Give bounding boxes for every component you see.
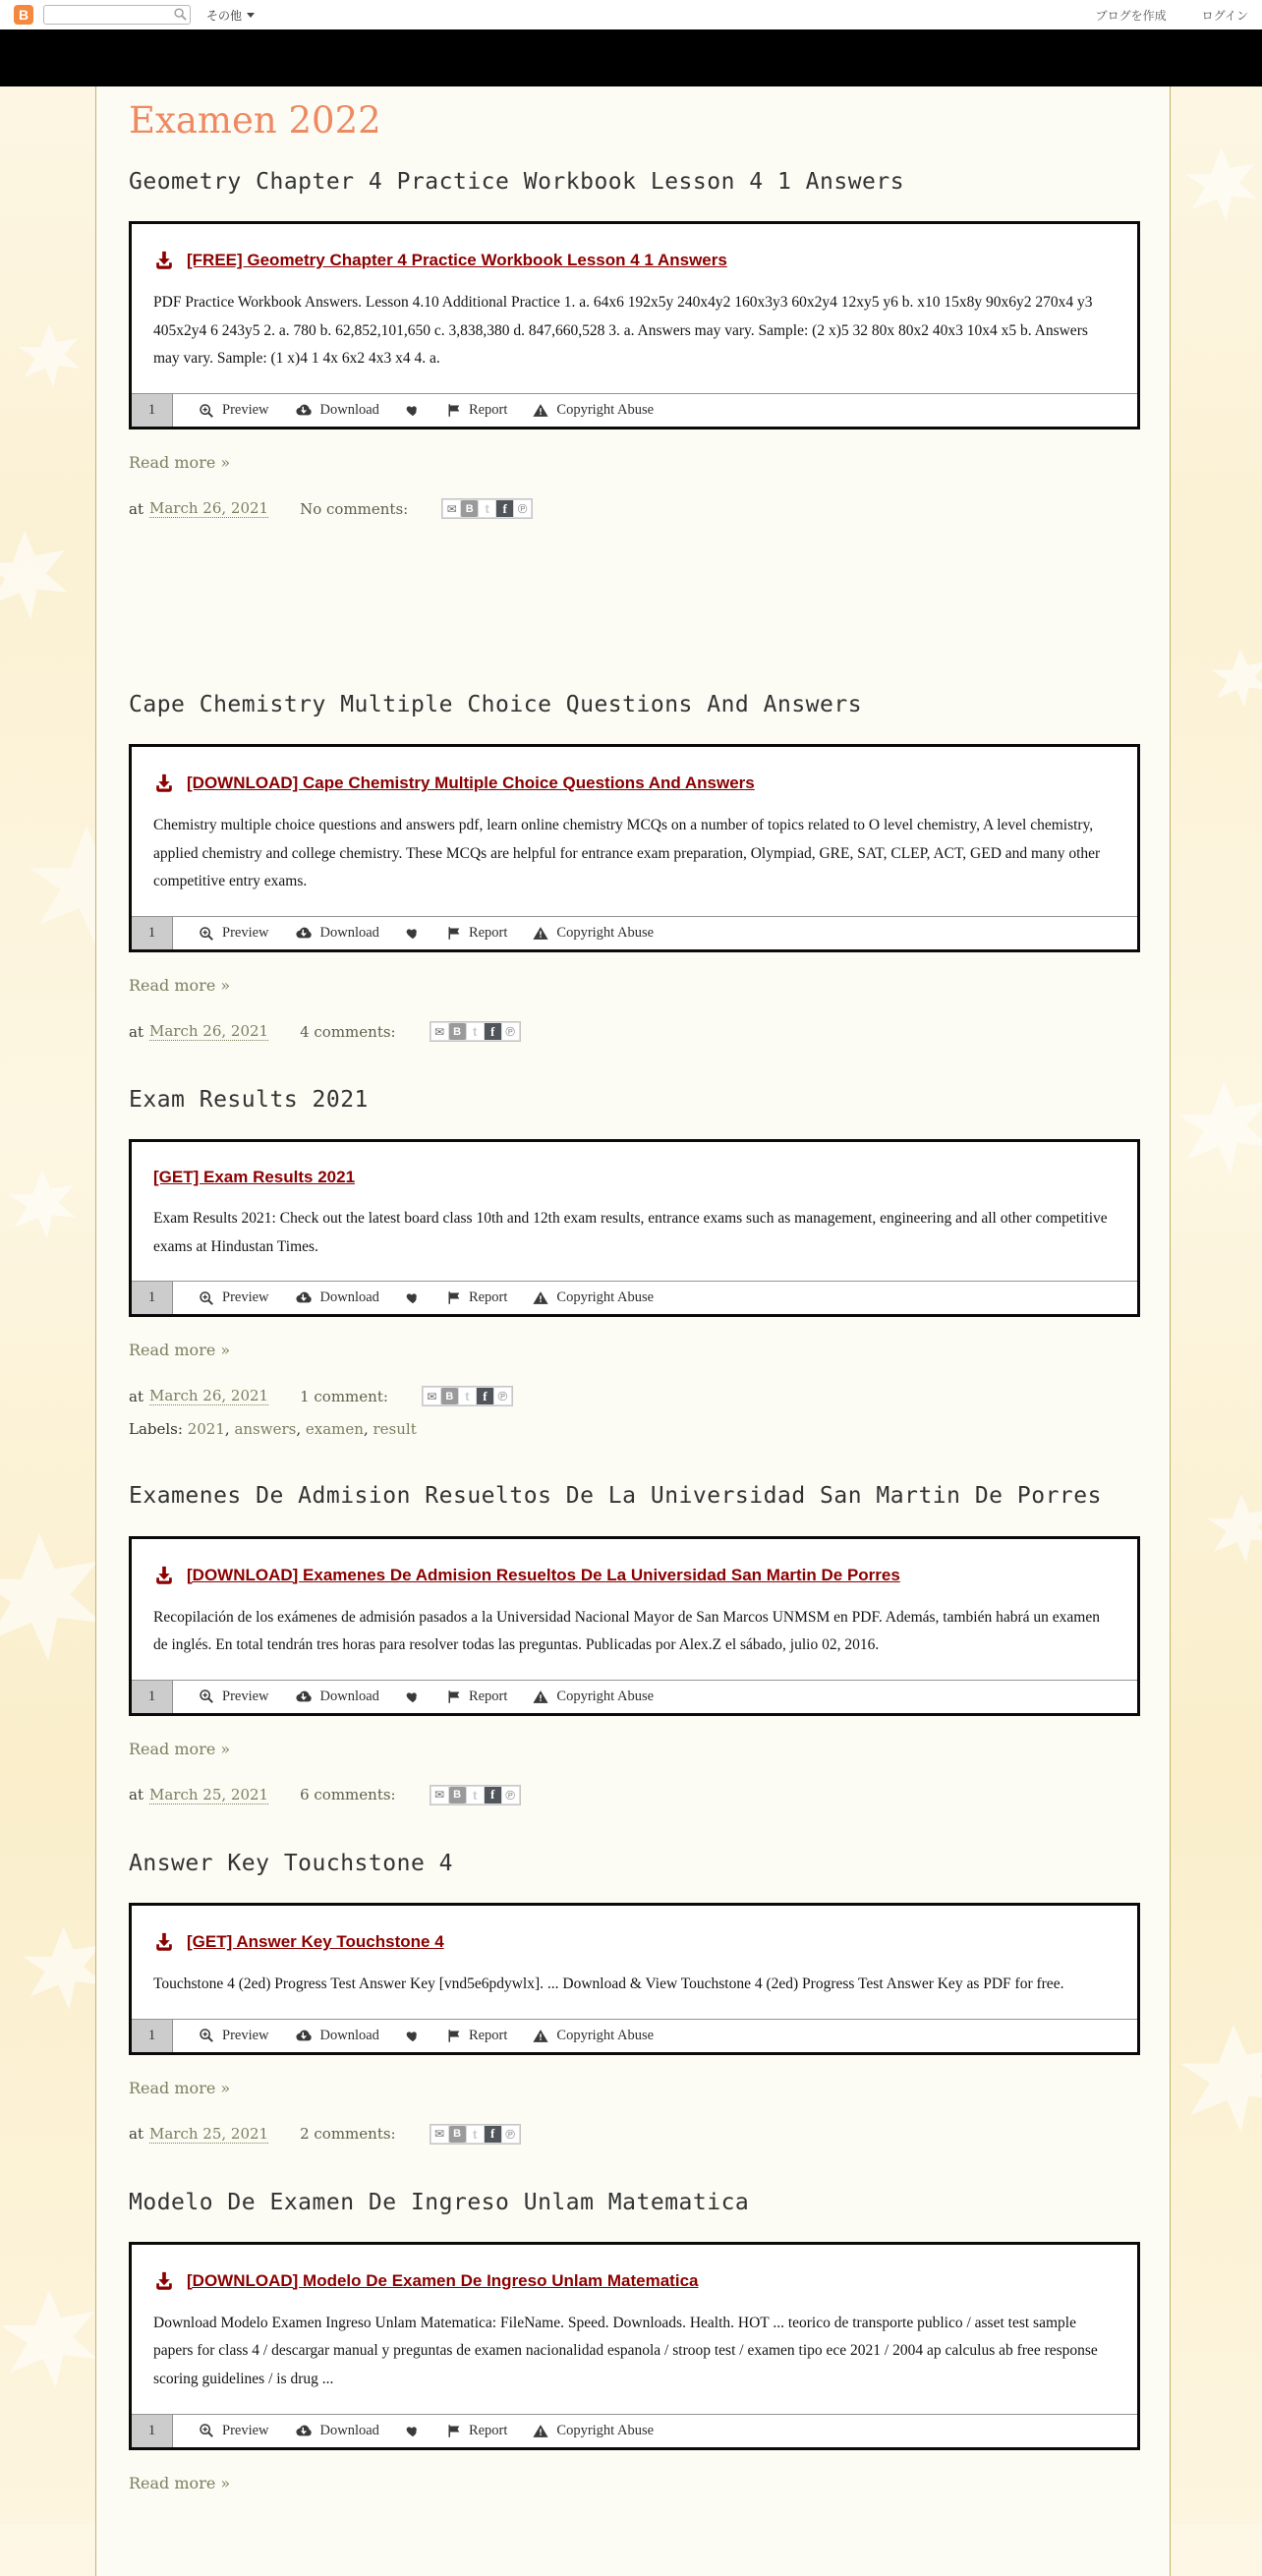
share-buttons <box>430 1785 521 1805</box>
preview-label: Preview <box>222 925 269 942</box>
favorite-button[interactable] <box>405 917 421 949</box>
post-date-link[interactable]: March 26, 2021 <box>148 1387 269 1405</box>
blogger-navbar <box>0 0 1262 29</box>
facebook-icon[interactable]: f <box>485 2126 501 2143</box>
report-label: Report <box>468 402 508 418</box>
blog-post <box>129 690 1140 1042</box>
download-widget <box>129 1139 1140 1317</box>
star-decoration <box>1207 1494 1262 1563</box>
blog-post <box>129 167 1140 519</box>
copyright-abuse-button[interactable] <box>533 2020 654 2052</box>
warning-icon <box>533 926 548 941</box>
widget-toolbar <box>132 916 1137 949</box>
download-label: Download <box>319 2422 379 2438</box>
widget-body <box>132 1142 1137 1281</box>
download-label: Download <box>319 1289 379 1306</box>
blog-title[interactable]: Examen 2022 <box>129 99 381 142</box>
widget-body <box>132 224 1137 393</box>
magnifier-plus-icon <box>199 926 214 942</box>
page-badge: 1 <box>132 1282 173 1314</box>
star-decoration <box>1211 649 1262 708</box>
flag-icon <box>446 2424 461 2438</box>
magnifier-plus-icon <box>199 1290 214 1306</box>
heart-icon <box>405 926 421 941</box>
posted-at-label: at <box>129 1387 143 1405</box>
post-title[interactable]: Answer Key Touchstone 4 <box>129 1850 453 1876</box>
copyright-abuse-button[interactable] <box>533 1282 654 1314</box>
warning-icon <box>533 1689 548 1704</box>
post-description: Download Modelo Examen Ingreso Unlam Matematica: FileName. Speed. Downloads. Health. HOT ... teorico de transporte publico / asset test sample papers for class 4 / descargar manual y preguntas de examen nacionalidad espanola / stroop test / examen tipo ece 2021 / 2004 ap calculus ab free response scoring guidelines / is drug ... <box>153 2314 1098 2387</box>
widget-body <box>132 1906 1137 2019</box>
star-decoration <box>0 531 69 619</box>
preview-button[interactable] <box>199 917 269 949</box>
navbar-search <box>43 5 191 25</box>
download-link-icon <box>153 250 175 271</box>
posted-at-label: at <box>129 1786 143 1804</box>
login-link[interactable]: ログイン <box>1201 8 1248 23</box>
download-link-icon <box>153 1931 175 1953</box>
blogger-icon[interactable]: B <box>461 500 478 517</box>
read-more-link[interactable]: Read more » <box>129 976 231 996</box>
email-icon[interactable]: ✉ <box>431 1787 448 1803</box>
report-button[interactable] <box>446 2020 507 2052</box>
twitter-icon[interactable]: t <box>467 1023 484 1040</box>
pinterest-icon[interactable]: ℗ <box>514 500 531 517</box>
copyright-abuse-label: Copyright Abuse <box>556 1289 655 1306</box>
download-button[interactable] <box>295 2415 379 2447</box>
post-title[interactable]: Examenes De Admision Resueltos De La Universidad San Martin De Porres <box>129 1483 1102 1510</box>
blog-post <box>129 1849 1140 2145</box>
heart-icon <box>405 2029 421 2043</box>
label-link[interactable]: examen <box>305 1420 364 1439</box>
comments-link[interactable]: 4 comments: <box>300 1022 396 1041</box>
favorite-button[interactable] <box>405 2415 421 2447</box>
email-icon[interactable]: ✉ <box>431 2126 448 2143</box>
magnifier-plus-icon <box>199 403 214 419</box>
preview-label: Preview <box>222 402 269 418</box>
star-decoration <box>1179 2025 1262 2133</box>
preview-button[interactable] <box>199 1282 269 1314</box>
facebook-icon[interactable]: f <box>485 1787 501 1803</box>
star-decoration <box>0 2290 98 2388</box>
post-description: PDF Practice Workbook Answers. Lesson 4.10 Additional Practice 1. a. 64x6 192x5y 240x4y2 160x3y3 60x2y4 12xy5 y6 b. x10 15x8y 90x6y2 270x4 y3 405x2y4 6 243y5 2. a. 780 b. 62,852,101,650 c. 3,838,380 d. 847,660,528 3. a. Answers may vary. Sample: (2 x)5 32 80x 80x2 40x3 10x4 x5 b. Answers may vary. Sample: (1 x)4 1 4x 6x2 4x3 x4 4. a. <box>153 293 1093 368</box>
magnifier-plus-icon <box>199 2423 214 2438</box>
warning-icon <box>533 2029 548 2043</box>
posted-at-label: at <box>129 499 143 518</box>
email-icon[interactable]: ✉ <box>431 1023 448 1040</box>
post-meta-line <box>129 1785 1140 1805</box>
download-label: Download <box>319 1688 379 1704</box>
report-label: Report <box>468 2027 508 2043</box>
read-more-link[interactable]: Read more » <box>129 2078 231 2097</box>
star-decoration <box>1177 1081 1262 1174</box>
report-button[interactable] <box>446 1282 507 1314</box>
flag-icon <box>446 926 461 941</box>
page-badge: 1 <box>132 394 173 427</box>
star-decoration <box>0 1533 103 1661</box>
preview-label: Preview <box>222 1289 269 1306</box>
search-icon[interactable] <box>173 7 188 22</box>
flag-icon <box>446 2029 461 2043</box>
copyright-abuse-button[interactable] <box>533 394 654 427</box>
download-widget <box>129 744 1140 952</box>
preview-button[interactable] <box>199 1681 269 1713</box>
twitter-icon[interactable]: t <box>479 500 495 517</box>
email-icon[interactable]: ✉ <box>443 500 460 517</box>
label-link[interactable]: answers <box>234 1420 297 1439</box>
search-input[interactable] <box>43 5 191 25</box>
favorite-button[interactable] <box>405 1681 421 1713</box>
page-badge: 1 <box>132 2020 173 2052</box>
post-meta-line <box>129 1386 1140 1406</box>
blogger-icon[interactable]: B <box>441 1388 458 1404</box>
pinterest-icon[interactable]: ℗ <box>502 2126 519 2143</box>
pinterest-icon[interactable]: ℗ <box>502 1787 519 1803</box>
copyright-abuse-label: Copyright Abuse <box>556 402 655 418</box>
copyright-abuse-button[interactable] <box>533 2415 654 2447</box>
facebook-icon[interactable]: f <box>485 1023 501 1040</box>
share-buttons <box>422 1386 513 1406</box>
posted-at-label: at <box>129 2125 143 2144</box>
comments-link[interactable]: 6 comments: <box>300 1786 396 1804</box>
preview-button[interactable] <box>199 2415 269 2447</box>
warning-icon <box>533 403 548 418</box>
post-description: Exam Results 2021: Check out the latest board class 10th and 12th exam results, entrance exams such as management, engineering and all other competitive exams at Hindustan Times. <box>153 1210 1108 1255</box>
navbar-more-menu[interactable] <box>206 7 255 24</box>
star-decoration <box>22 1926 105 2010</box>
warning-icon <box>533 2424 548 2438</box>
label-link[interactable]: 2021 <box>187 1420 225 1439</box>
download-label: Download <box>319 2027 379 2043</box>
chevron-down-icon <box>247 13 255 18</box>
heart-icon <box>405 1689 421 1704</box>
post-description: Recopilación de los exámenes de admisión pasados a la Universidad Nacional Mayor de San Marcos UNMSM en PDF. Además, también habrá un examen de inglés. En total tendrán tres horas para resolver todas las preguntas. Publicadas por Alex.Z el sábado, julio 02, 2016. <box>153 1608 1100 1654</box>
star-decoration <box>1184 147 1258 221</box>
widget-toolbar <box>132 393 1137 427</box>
post-date-link[interactable]: March 26, 2021 <box>148 1022 269 1041</box>
post-labels-row <box>129 1420 1140 1438</box>
flag-icon <box>446 403 461 418</box>
read-more-link[interactable]: Read more » <box>129 453 231 472</box>
pinterest-icon[interactable]: ℗ <box>494 1388 511 1404</box>
posts-container <box>129 167 1140 2493</box>
more-label: その他 <box>206 8 243 23</box>
magnifier-plus-icon <box>199 1689 214 1704</box>
post-meta-line <box>129 2124 1140 2145</box>
post-meta-line <box>129 1021 1140 1042</box>
download-button[interactable] <box>295 394 379 427</box>
widget-toolbar <box>132 2414 1137 2447</box>
blog-post <box>129 2188 1140 2493</box>
download-button[interactable] <box>295 1282 379 1314</box>
post-date-link[interactable]: March 26, 2021 <box>148 499 269 517</box>
widget-body <box>132 747 1137 916</box>
warning-icon <box>533 1290 548 1305</box>
widget-toolbar <box>132 1680 1137 1713</box>
widget-toolbar <box>132 1281 1137 1314</box>
cloud-download-icon <box>295 1689 313 1704</box>
download-widget <box>129 221 1140 429</box>
report-button[interactable] <box>446 2415 507 2447</box>
email-icon[interactable]: ✉ <box>424 1388 440 1404</box>
download-link-icon <box>153 1565 175 1586</box>
post-description: Touchstone 4 (2ed) Progress Test Answer Key [vnd5e6pdywlx]. ... Download & View Touchstone 4 (2ed) Progress Test Answer Key as PDF for free. <box>153 1975 1064 1992</box>
favorite-button[interactable] <box>405 394 421 427</box>
comments-link[interactable]: No comments: <box>300 499 409 518</box>
download-button[interactable] <box>295 2020 379 2052</box>
cloud-download-icon <box>295 2424 313 2438</box>
download-label: Download <box>319 402 379 418</box>
preview-button[interactable] <box>199 394 269 427</box>
download-link-icon <box>153 773 175 794</box>
download-link[interactable]: [DOWNLOAD] Examenes De Admision Resueltos De La Universidad San Martin De Porres <box>187 1565 900 1584</box>
twitter-icon[interactable]: t <box>467 1787 484 1803</box>
copyright-abuse-label: Copyright Abuse <box>556 2422 655 2438</box>
post-meta-line <box>129 498 1140 519</box>
widget-body <box>132 2245 1137 2414</box>
labels-list: 2021, answers, examen, result <box>187 1420 417 1439</box>
favorite-button[interactable] <box>405 2020 421 2052</box>
report-label: Report <box>468 1688 508 1704</box>
labels-prefix: Labels: <box>129 1420 183 1439</box>
report-label: Report <box>468 1289 508 1306</box>
read-more-link[interactable]: Read more » <box>129 2473 231 2492</box>
download-widget <box>129 1536 1140 1716</box>
share-buttons <box>430 1021 521 1042</box>
magnifier-plus-icon <box>199 2028 214 2043</box>
cloud-download-icon <box>295 1290 313 1305</box>
share-buttons <box>430 2124 521 2145</box>
download-button[interactable] <box>295 917 379 949</box>
post-date-link[interactable]: March 25, 2021 <box>148 2124 269 2143</box>
post-title[interactable]: Cape Chemistry Multiple Choice Questions And Answers <box>129 692 863 717</box>
post-title[interactable]: Geometry Chapter 4 Practice Workbook Lesson 4 1 Answers <box>129 168 905 195</box>
pinterest-icon[interactable]: ℗ <box>502 1023 519 1040</box>
copyright-abuse-label: Copyright Abuse <box>556 2027 655 2043</box>
copyright-abuse-button[interactable] <box>533 917 654 949</box>
page-badge: 1 <box>132 917 173 949</box>
post-description: Chemistry multiple choice questions and answers pdf, learn online chemistry MCQs on a number of topics related to O level chemistry, A level chemistry, applied chemistry and college chemistry. These MCQs are helpful for entrance exam preparation, Olympiad, GRE, SAT, CLEP, ACT, GED and many other competitive entry exams. <box>153 817 1101 890</box>
blogger-icon[interactable]: B <box>449 1787 466 1803</box>
heart-icon <box>405 403 421 418</box>
post-title[interactable]: Modelo De Examen De Ingreso Unlam Matematica <box>129 2189 750 2215</box>
share-buttons <box>441 498 533 519</box>
star-decoration <box>8 1170 77 1238</box>
page-badge: 1 <box>132 2415 173 2447</box>
star-decoration <box>18 324 81 387</box>
download-button[interactable] <box>295 1681 379 1713</box>
create-blog-link[interactable]: ブログを作成 <box>1095 8 1167 23</box>
cloud-download-icon <box>295 403 313 418</box>
heart-icon <box>405 2424 421 2438</box>
download-link[interactable]: [DOWNLOAD] Cape Chemistry Multiple Choice Questions And Answers <box>187 773 755 793</box>
download-link-icon <box>153 2270 175 2292</box>
report-button[interactable] <box>446 394 507 427</box>
preview-button[interactable] <box>199 2020 269 2052</box>
copyright-abuse-label: Copyright Abuse <box>556 925 655 942</box>
download-link[interactable]: [GET] Exam Results 2021 <box>153 1168 356 1187</box>
twitter-icon[interactable]: t <box>467 2126 484 2143</box>
page-badge: 1 <box>132 1681 173 1713</box>
download-link[interactable]: [FREE] Geometry Chapter 4 Practice Workbook Lesson 4 1 Answers <box>187 250 727 269</box>
download-link[interactable]: [DOWNLOAD] Modelo De Examen De Ingreso Unlam Matematica <box>187 2270 699 2290</box>
report-label: Report <box>468 2422 508 2438</box>
header-banner <box>0 29 1262 86</box>
label-link[interactable]: result <box>373 1420 417 1439</box>
favorite-button[interactable] <box>405 1282 421 1314</box>
download-widget <box>129 2242 1140 2450</box>
copyright-abuse-button[interactable] <box>533 1681 654 1713</box>
flag-icon <box>446 1689 461 1704</box>
read-more-link[interactable]: Read more » <box>129 1341 231 1360</box>
blogger-logo-icon[interactable]: B <box>14 5 33 25</box>
widget-body <box>132 1539 1137 1680</box>
cloud-download-icon <box>295 2029 313 2043</box>
blog-post <box>129 1085 1140 1438</box>
preview-label: Preview <box>222 1688 269 1704</box>
download-link[interactable]: [GET] Answer Key Touchstone 4 <box>187 1931 444 1951</box>
cloud-download-icon <box>295 926 313 941</box>
twitter-icon[interactable]: t <box>459 1388 476 1404</box>
preview-label: Preview <box>222 2422 269 2438</box>
download-widget <box>129 1903 1140 2055</box>
posted-at-label: at <box>129 1022 143 1041</box>
preview-label: Preview <box>222 2027 269 2043</box>
main-content <box>95 86 1171 2576</box>
report-button[interactable] <box>446 917 507 949</box>
blogger-icon[interactable]: B <box>449 2126 466 2143</box>
flag-icon <box>446 1290 461 1305</box>
post-date-link[interactable]: March 25, 2021 <box>148 1785 269 1803</box>
heart-icon <box>405 1290 421 1305</box>
blog-post <box>129 1481 1140 1804</box>
comments-link[interactable]: 1 comment: <box>300 1387 388 1405</box>
comments-link[interactable]: 2 comments: <box>300 2125 396 2144</box>
post-title[interactable]: Exam Results 2021 <box>129 1087 369 1114</box>
widget-toolbar <box>132 2019 1137 2052</box>
read-more-link[interactable]: Read more » <box>129 1739 231 1758</box>
copyright-abuse-label: Copyright Abuse <box>556 1688 655 1704</box>
facebook-icon[interactable]: f <box>477 1388 493 1404</box>
download-label: Download <box>319 925 379 942</box>
blogger-icon[interactable]: B <box>449 1023 466 1040</box>
facebook-icon[interactable]: f <box>496 500 513 517</box>
report-button[interactable] <box>446 1681 507 1713</box>
report-label: Report <box>468 925 508 942</box>
